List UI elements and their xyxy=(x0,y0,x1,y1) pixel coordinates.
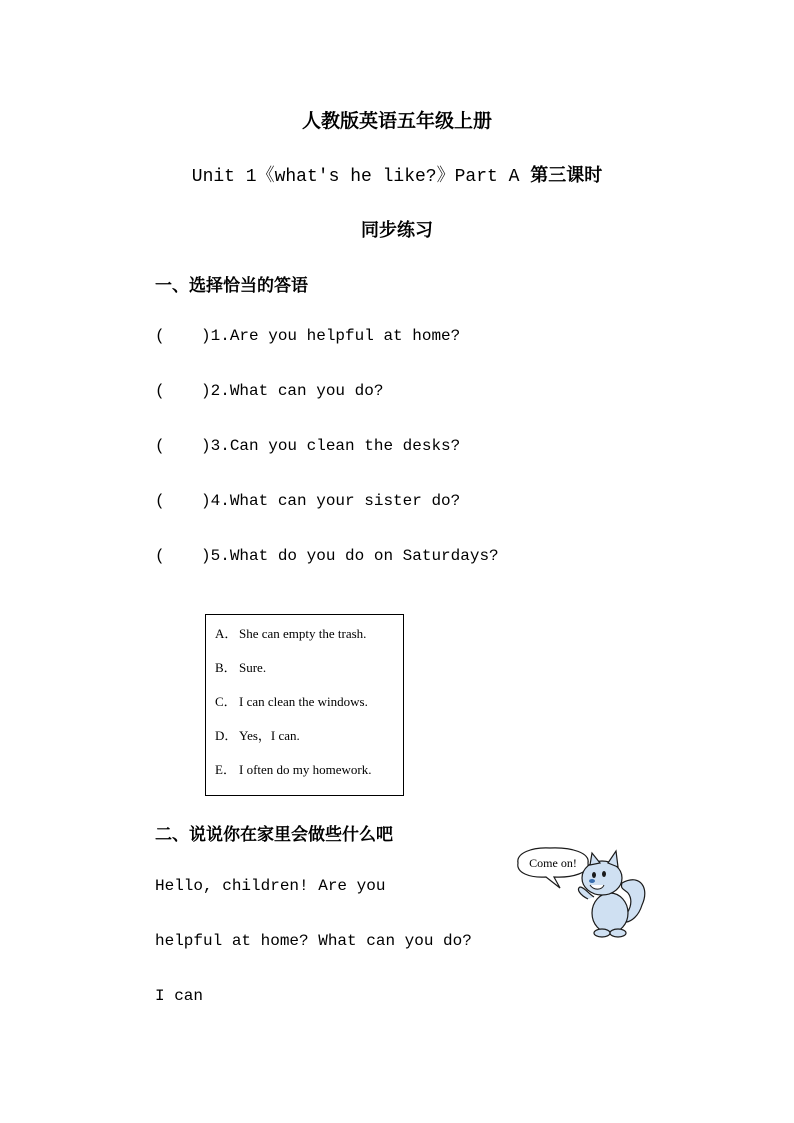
answer-bracket-close: ) xyxy=(201,382,211,400)
answer-bracket-open: ( xyxy=(155,492,165,510)
answer-bracket-open: ( xyxy=(155,327,165,345)
question-1 xyxy=(155,327,460,345)
option-text: Sure. xyxy=(239,660,267,675)
answer-bracket-close: ) xyxy=(201,492,211,510)
prompt-line-2: helpful at home? What can you do? xyxy=(155,932,472,950)
prompt-line-3: I can xyxy=(155,987,204,1005)
option-e xyxy=(215,759,372,778)
answer-bracket-open: ( xyxy=(155,547,165,565)
squirrel-mascot-icon xyxy=(510,843,650,941)
section-2-heading: 二、说说你在家里会做些什么吧 xyxy=(155,825,393,845)
question-4 xyxy=(155,492,460,510)
unit-title: Unit 1《what's he like?》Part A xyxy=(191,167,520,187)
section-1-heading: 一、选择恰当的答语 xyxy=(155,276,308,296)
option-b xyxy=(215,657,266,676)
option-text: I often do my homework. xyxy=(239,762,372,777)
option-text: I can clean the windows. xyxy=(239,694,368,709)
option-text: She can empty the trash. xyxy=(239,626,367,641)
prompt-line-1: Hello, children! Are you xyxy=(155,877,386,895)
answer-bracket-close: ) xyxy=(201,437,211,455)
answer-bracket-close: ) xyxy=(201,327,211,345)
option-letter: B． xyxy=(215,660,237,675)
option-text: Yes，I can. xyxy=(239,728,300,743)
question-5 xyxy=(155,547,499,565)
option-d xyxy=(215,725,300,744)
answer-bracket-open: ( xyxy=(155,437,165,455)
option-letter: C． xyxy=(215,694,237,709)
lesson-label: 第三课时 xyxy=(530,165,603,186)
option-a xyxy=(215,623,366,642)
unit-subtitle xyxy=(0,161,794,187)
question-text: 5.What do you do on Saturdays? xyxy=(210,547,499,565)
answer-options-box xyxy=(205,614,404,796)
speech-bubble-text: Come on! xyxy=(529,856,577,870)
question-2 xyxy=(155,382,383,400)
practice-heading: 同步练习 xyxy=(361,220,433,241)
question-text: 2.What can you do? xyxy=(210,382,384,400)
question-3 xyxy=(155,437,460,455)
option-letter: D． xyxy=(215,728,238,743)
answer-bracket-close: ) xyxy=(201,547,211,565)
option-letter: E． xyxy=(215,762,236,777)
question-text: 3.Can you clean the desks? xyxy=(210,437,461,455)
page-title: 人教版英语五年级上册 xyxy=(301,110,492,132)
option-c xyxy=(215,691,368,710)
answer-bracket-open: ( xyxy=(155,382,165,400)
option-letter: A． xyxy=(215,626,238,641)
question-text: 4.What can your sister do? xyxy=(210,492,461,510)
question-text: 1.Are you helpful at home? xyxy=(210,327,461,345)
